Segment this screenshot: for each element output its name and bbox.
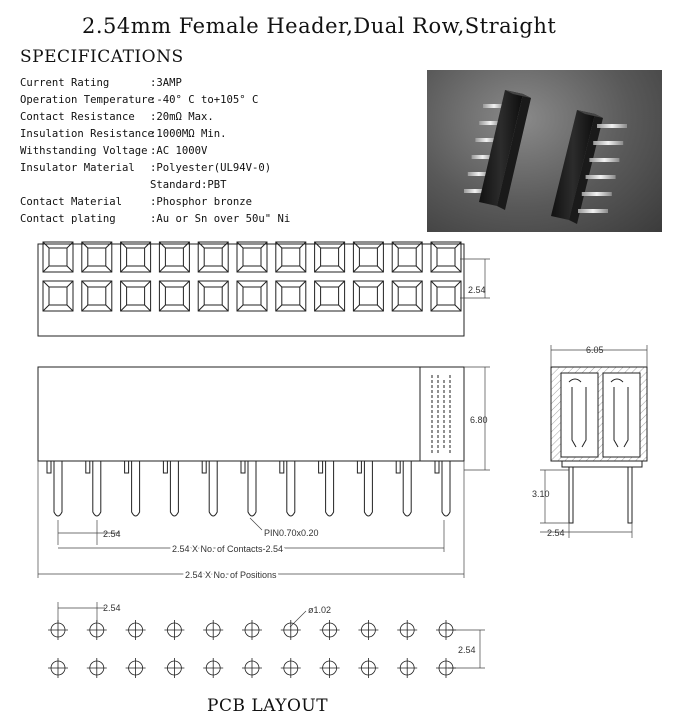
- pin-stub: [241, 461, 245, 473]
- spec-value: :20mΩ Max.: [150, 111, 214, 123]
- pin: [209, 461, 217, 516]
- socket-cell: [353, 242, 383, 272]
- spec-label: Withstanding Voltage: [20, 145, 148, 157]
- pin: [132, 461, 140, 516]
- pcb-hole: [281, 620, 301, 640]
- pcb-hole: [242, 620, 262, 640]
- spec-value: :AC 1000V: [150, 145, 208, 157]
- spec-value: :1000MΩ Min.: [150, 128, 227, 140]
- contact-detail: [432, 375, 450, 455]
- spec-value: :3AMP: [150, 77, 182, 89]
- socket-cell: [43, 281, 73, 311]
- pin: [364, 461, 372, 516]
- spec-value: :Au or Sn over 50u" Ni: [150, 213, 291, 225]
- pcb-hole: [203, 658, 223, 678]
- pin-stub: [396, 461, 400, 473]
- socket-cell: [276, 242, 306, 272]
- socket-cell: [198, 242, 228, 272]
- dim-side-width: 6.05: [586, 345, 604, 355]
- front-view-pins: [47, 375, 450, 516]
- pin-stub: [202, 461, 206, 473]
- pcb-hole: [397, 658, 417, 678]
- pcb-hole: [436, 658, 456, 678]
- socket-cell: [121, 242, 151, 272]
- pcb-hole: [87, 658, 107, 678]
- socket-cell: [237, 242, 267, 272]
- pcb-hole: [164, 658, 184, 678]
- specifications-heading: SPECIFICATIONS: [20, 47, 184, 67]
- dim-pcb-hole: ø1.02: [308, 605, 332, 615]
- front-view-body: [38, 367, 464, 461]
- pcb-hole: [320, 620, 340, 640]
- pcb-hole: [126, 620, 146, 640]
- pcb-hole: [48, 620, 68, 640]
- pcb-hole: [358, 620, 378, 640]
- top-view-body: [38, 244, 464, 336]
- pin: [287, 461, 295, 516]
- dim-body-height: 6.80: [470, 415, 488, 425]
- pin-stub: [47, 461, 51, 473]
- pcb-layout-label: PCB LAYOUT: [207, 696, 329, 716]
- pin-stub: [86, 461, 90, 473]
- spec-value: :Polyester(UL94V-0): [150, 162, 272, 174]
- pcb-hole: [242, 658, 262, 678]
- spec-label: Operation Temperature: [20, 94, 154, 106]
- dim-pcb-pitch-y: 2.54: [458, 645, 476, 655]
- socket-cell: [198, 281, 228, 311]
- pin-stub: [125, 461, 129, 473]
- dim-positions-formula: 2.54 X No. of Positions: [185, 570, 277, 580]
- pcb-hole: [164, 620, 184, 640]
- pin-stub: [280, 461, 284, 473]
- pcb-hole: [358, 658, 378, 678]
- pcb-holes: [48, 620, 456, 678]
- dim-front-pitch: 2.54: [103, 529, 121, 539]
- pin-stub: [357, 461, 361, 473]
- pin-stub: [163, 461, 167, 473]
- pin: [403, 461, 411, 516]
- pcb-hole: [281, 658, 301, 678]
- socket-cell: [315, 281, 345, 311]
- socket-cell: [159, 281, 189, 311]
- pcb-hole: [203, 620, 223, 640]
- spec-label: Contact Resistance: [20, 111, 135, 123]
- side-section-view: [551, 367, 647, 523]
- pin: [248, 461, 256, 516]
- socket-cell: [159, 242, 189, 272]
- socket-cell: [43, 242, 73, 272]
- socket-cell: [431, 281, 461, 311]
- socket-cell: [82, 242, 112, 272]
- page-title: 2.54mm Female Header,Dual Row,Straight: [82, 14, 557, 38]
- socket-cell: [82, 281, 112, 311]
- spec-label: Current Rating: [20, 77, 110, 89]
- socket-cell: [276, 281, 306, 311]
- spec-label: Insulator Material: [20, 162, 135, 174]
- pcb-hole: [436, 620, 456, 640]
- dim-pin-note: PIN0.70x0.20: [264, 528, 319, 538]
- spec-value: Standard:PBT: [150, 179, 227, 191]
- socket-cell: [353, 281, 383, 311]
- spec-value: :-40° C to+105° C: [150, 94, 259, 106]
- spec-label: Contact Material: [20, 196, 123, 208]
- spec-label: Contact plating: [20, 213, 116, 225]
- pin: [326, 461, 334, 516]
- socket-cell: [392, 242, 422, 272]
- socket-cell: [392, 281, 422, 311]
- spec-label: Insulation Resistance: [20, 128, 154, 140]
- socket-cell: [315, 242, 345, 272]
- socket-cell: [431, 242, 461, 272]
- socket-cell: [237, 281, 267, 311]
- pcb-hole: [48, 658, 68, 678]
- pin: [93, 461, 101, 516]
- pcb-hole: [87, 620, 107, 640]
- dim-pitch-top: 2.54: [468, 285, 486, 295]
- pin-stub: [435, 461, 439, 473]
- top-view-cells: [43, 242, 461, 311]
- dim-pcb-pitch-x: 2.54: [103, 603, 121, 613]
- dim-pin-length: 3.10: [532, 489, 550, 499]
- pcb-hole: [397, 620, 417, 640]
- pcb-hole: [126, 658, 146, 678]
- pcb-hole: [320, 658, 340, 678]
- dim-contacts-formula: 2.54 X No. of Contacts-2.54: [172, 544, 284, 554]
- pin: [170, 461, 178, 516]
- pin: [442, 461, 450, 516]
- pin-stub: [319, 461, 323, 473]
- spec-value: :Phosphor bronze: [150, 196, 253, 208]
- socket-cell: [121, 281, 151, 311]
- pin: [54, 461, 62, 516]
- dim-side-pitch: 2.54: [547, 528, 565, 538]
